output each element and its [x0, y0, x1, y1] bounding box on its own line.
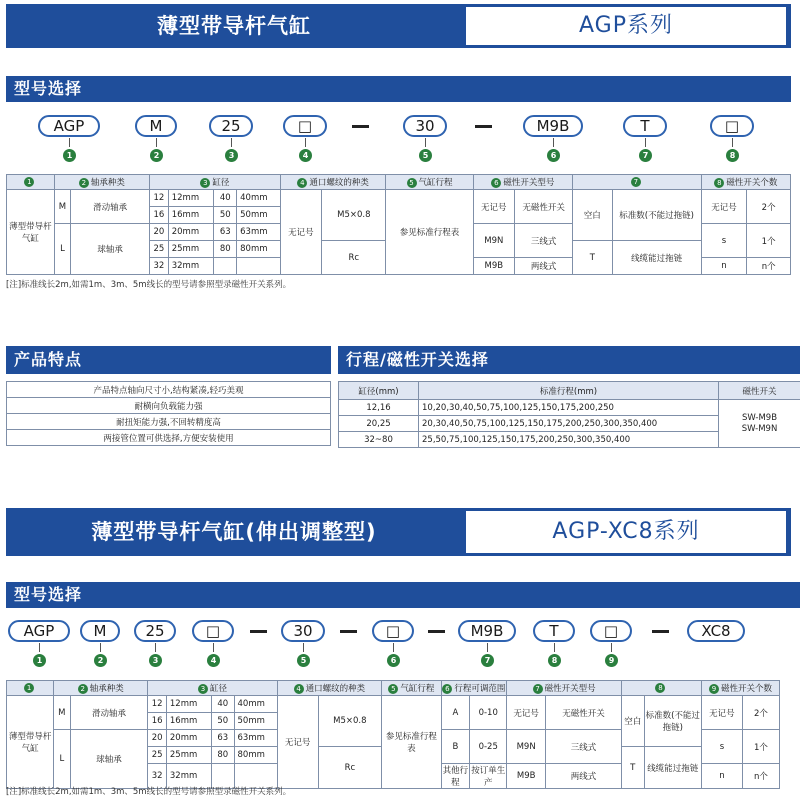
- cell: 球轴承: [70, 730, 148, 789]
- number-badge: 1: [63, 149, 76, 162]
- cell: 无记号: [701, 696, 742, 730]
- dash: [250, 630, 267, 633]
- model-pill: 30: [403, 115, 447, 137]
- cell: 40mm: [237, 190, 281, 207]
- connector: [611, 643, 612, 652]
- cell: s: [701, 730, 742, 764]
- footnote: [注]标准线长2m,如需1m、3m、5m线长的型号请参照型录磁性开关系列。: [6, 787, 292, 797]
- number-badge: 2: [94, 654, 107, 667]
- col-header: 4 通口螺纹的种类: [277, 681, 382, 696]
- cell: s: [701, 224, 747, 258]
- footnote: [注]标准线长2m,如需1m、3m、5m线长的型号请参照型录磁性开关系列。: [6, 280, 292, 290]
- cell: 20: [150, 224, 169, 241]
- switch-cell: SW-M9B SW-M9N: [719, 400, 800, 448]
- connector: [305, 138, 306, 147]
- cell: 参见标准行程表: [386, 190, 473, 275]
- cell: 无记号: [473, 190, 514, 224]
- cell: M5×0.8: [318, 696, 382, 747]
- number-badge: 9: [605, 654, 618, 667]
- header-banner-2: [6, 508, 791, 556]
- cell: 40: [214, 190, 237, 207]
- model-pill: 25: [134, 620, 176, 642]
- col-header: 6 磁性开关型号: [473, 175, 573, 190]
- cell: 无记号: [507, 696, 546, 730]
- cell: 12mm: [168, 190, 214, 207]
- cell: 20: [148, 730, 166, 747]
- col-header: 标准行程(mm): [419, 382, 719, 400]
- cell: 16mm: [168, 207, 214, 224]
- series-label: AGP系列: [466, 7, 786, 45]
- cell: 其他行程: [441, 764, 470, 789]
- cell: 32~80: [339, 432, 419, 448]
- cell: 25,50,75,100,125,150,175,200,250,300,350,400: [419, 432, 719, 448]
- cell: n: [701, 258, 747, 275]
- col-header: 3 缸径: [148, 681, 277, 696]
- cell: 80mm: [237, 241, 281, 258]
- cell: 16: [148, 713, 166, 730]
- cell: 32mm: [168, 258, 214, 275]
- col-header: 2 轴承种类: [54, 681, 148, 696]
- cell: 16: [150, 207, 169, 224]
- connector: [213, 643, 214, 652]
- cell: B: [441, 730, 470, 764]
- number-badge: 6: [387, 654, 400, 667]
- connector: [231, 138, 232, 147]
- col-header: 7 磁性开关型号: [507, 681, 622, 696]
- connector: [156, 138, 157, 147]
- cell: 50mm: [237, 207, 281, 224]
- dash: [340, 630, 357, 633]
- cell: n: [701, 764, 742, 789]
- number-badge: 4: [207, 654, 220, 667]
- cell: 63mm: [234, 730, 277, 747]
- model-options-table-2: [6, 680, 780, 789]
- cell: 63: [214, 224, 237, 241]
- dash: [428, 630, 445, 633]
- connector: [69, 138, 70, 147]
- connector: [645, 138, 646, 147]
- cell: M5×0.8: [322, 190, 386, 241]
- model-pill: □: [372, 620, 414, 642]
- cell: 32: [148, 764, 166, 789]
- model-pill: M9B: [458, 620, 516, 642]
- cell: 滑动轴承: [71, 190, 150, 224]
- cell: 按订单生产: [470, 764, 507, 789]
- cell: 无记号: [280, 190, 321, 275]
- features-title: 产品特点: [6, 346, 331, 374]
- series-label: AGP-XC8系列: [466, 511, 786, 553]
- col-header: 9 磁性开关个数: [701, 681, 779, 696]
- number-badge: 7: [481, 654, 494, 667]
- cell: 0-25: [470, 730, 507, 764]
- connector: [487, 643, 488, 652]
- cell: [214, 258, 237, 275]
- model-pill: □: [590, 620, 632, 642]
- cell: 50: [214, 207, 237, 224]
- cell: Rc: [318, 747, 382, 789]
- cell: 无磁性开关: [546, 696, 622, 730]
- cell: 80: [211, 747, 234, 764]
- cell: Rc: [322, 241, 386, 275]
- model-pill: □: [192, 620, 234, 642]
- cell: 标准数(不能过拖链): [644, 696, 701, 747]
- number-badge: 3: [225, 149, 238, 162]
- cell: 无记号: [277, 696, 318, 789]
- cell: 0-10: [470, 696, 507, 730]
- cell: 32: [150, 258, 169, 275]
- features-table: [6, 381, 331, 446]
- feature-item: 耐横向负载能力强: [7, 398, 331, 414]
- number-badge: 2: [150, 149, 163, 162]
- feature-item: 产品特点轴向尺寸小,结构紧凑,轻巧美观: [7, 382, 331, 398]
- dash: [352, 125, 369, 128]
- cell: 25: [148, 747, 166, 764]
- connector: [732, 138, 733, 147]
- cell: 10,20,30,40,50,75,100,125,150,175,200,250: [419, 400, 719, 416]
- model-pill: 30: [281, 620, 325, 642]
- number-badge: 5: [297, 654, 310, 667]
- connector: [393, 643, 394, 652]
- cell: 滑动轴承: [70, 696, 148, 730]
- cell: 20mm: [166, 730, 211, 747]
- cell: 25: [150, 241, 169, 258]
- col-header: 磁性开关: [719, 382, 800, 400]
- cell: 标准数(不能过拖链): [612, 190, 701, 241]
- cell: 80: [214, 241, 237, 258]
- cell: 空白: [621, 696, 644, 747]
- model-options-table: [6, 174, 791, 275]
- model-pill: T: [623, 115, 667, 137]
- cell: 三线式: [515, 224, 573, 258]
- col-header: 1: [7, 175, 55, 190]
- cell: 80mm: [234, 747, 277, 764]
- cell: n个: [747, 258, 791, 275]
- model-pill: M9B: [523, 115, 583, 137]
- cell: T: [573, 241, 612, 275]
- cell: M: [54, 696, 70, 730]
- cell: A: [441, 696, 470, 730]
- cell: 两线式: [515, 258, 573, 275]
- col-header: 3 缸径: [150, 175, 281, 190]
- banner-title: 薄型带导杆气缸(伸出调整型): [91, 520, 377, 544]
- cell: 两线式: [546, 764, 622, 789]
- col-header: 8 磁性开关个数: [701, 175, 790, 190]
- dash: [652, 630, 669, 633]
- model-pill: 25: [209, 115, 253, 137]
- feature-item: 耐扭矩能力强,不回转精度高: [7, 414, 331, 430]
- cell: 线缆能过拖链: [612, 241, 701, 275]
- cell: 25mm: [168, 241, 214, 258]
- col-header: 8: [621, 681, 701, 696]
- model-pill: M: [80, 620, 120, 642]
- section-title: 型号选择: [6, 582, 800, 608]
- model-pill: XC8: [687, 620, 745, 642]
- connector: [39, 643, 40, 652]
- col-header: 2 轴承种类: [54, 175, 149, 190]
- connector: [303, 643, 304, 652]
- number-badge: 7: [639, 149, 652, 162]
- cell: 40mm: [234, 696, 277, 713]
- cell: 无记号: [701, 190, 747, 224]
- cell: 1个: [747, 224, 791, 258]
- cell: 12,16: [339, 400, 419, 416]
- number-badge: 5: [419, 149, 432, 162]
- number-badge: 8: [726, 149, 739, 162]
- cell: 球轴承: [71, 224, 150, 275]
- model-pill: □: [283, 115, 327, 137]
- cell: 25mm: [166, 747, 211, 764]
- col-header: 4 通口螺纹的种类: [280, 175, 386, 190]
- cell: M9N: [507, 730, 546, 764]
- number-badge: 4: [299, 149, 312, 162]
- cell: M9N: [473, 224, 514, 258]
- cell: 20,25: [339, 416, 419, 432]
- cell: M9B: [473, 258, 514, 275]
- model-pill: AGP: [8, 620, 70, 642]
- col-header: 6 行程可调范围: [441, 681, 507, 696]
- cell: M: [54, 190, 71, 224]
- cell: 2个: [747, 190, 791, 224]
- header-banner: [6, 4, 791, 48]
- number-badge: 6: [547, 149, 560, 162]
- connector: [553, 138, 554, 147]
- cell: 20,30,40,50,75,100,125,150,175,200,250,300,350,400: [419, 416, 719, 432]
- model-pill: AGP: [38, 115, 100, 137]
- connector: [155, 643, 156, 652]
- cell: 50: [211, 713, 234, 730]
- banner-title: 薄型带导杆气缸: [157, 14, 311, 38]
- cell: n个: [742, 764, 779, 789]
- number-badge: 3: [149, 654, 162, 667]
- cell: 1个: [742, 730, 779, 764]
- cell: 40: [211, 696, 234, 713]
- model-pill: T: [533, 620, 575, 642]
- product-cell: 薄型带导杆气缸: [7, 696, 54, 789]
- section-title: 型号选择: [6, 76, 791, 102]
- stroke-title: 行程/磁性开关选择: [338, 346, 800, 374]
- cell: 12: [150, 190, 169, 207]
- number-badge: 8: [548, 654, 561, 667]
- col-header: 5 气缸行程: [382, 681, 441, 696]
- col-header: 7: [573, 175, 702, 190]
- cell: 32mm: [166, 764, 211, 789]
- connector: [100, 643, 101, 652]
- number-badge: 1: [33, 654, 46, 667]
- model-pill: M: [135, 115, 177, 137]
- cell: 63mm: [237, 224, 281, 241]
- cell: M9B: [507, 764, 546, 789]
- col-header: 5 气缸行程: [386, 175, 473, 190]
- cell: 线缆能过拖链: [644, 747, 701, 789]
- connector: [425, 138, 426, 147]
- cell: 20mm: [168, 224, 214, 241]
- dash: [475, 125, 492, 128]
- cell: [237, 258, 281, 275]
- col-header: 1: [7, 681, 54, 696]
- cell: 2个: [742, 696, 779, 730]
- stroke-table: [338, 381, 800, 448]
- connector: [554, 643, 555, 652]
- feature-item: 两接管位置可供选择,方便安装使用: [7, 430, 331, 446]
- cell: 无磁性开关: [515, 190, 573, 224]
- cell: 12mm: [166, 696, 211, 713]
- cell: 参见标准行程表: [382, 696, 441, 789]
- product-cell: 薄型带导杆气缸: [7, 190, 55, 275]
- cell: 63: [211, 730, 234, 747]
- model-pill: □: [710, 115, 754, 137]
- cell: L: [54, 224, 71, 275]
- col-header: 缸径(mm): [339, 382, 419, 400]
- cell: T: [621, 747, 644, 789]
- cell: 三线式: [546, 730, 622, 764]
- cell: 50mm: [234, 713, 277, 730]
- cell: 12: [148, 696, 166, 713]
- cell: 16mm: [166, 713, 211, 730]
- cell: 空白: [573, 190, 612, 241]
- cell: L: [54, 730, 70, 789]
